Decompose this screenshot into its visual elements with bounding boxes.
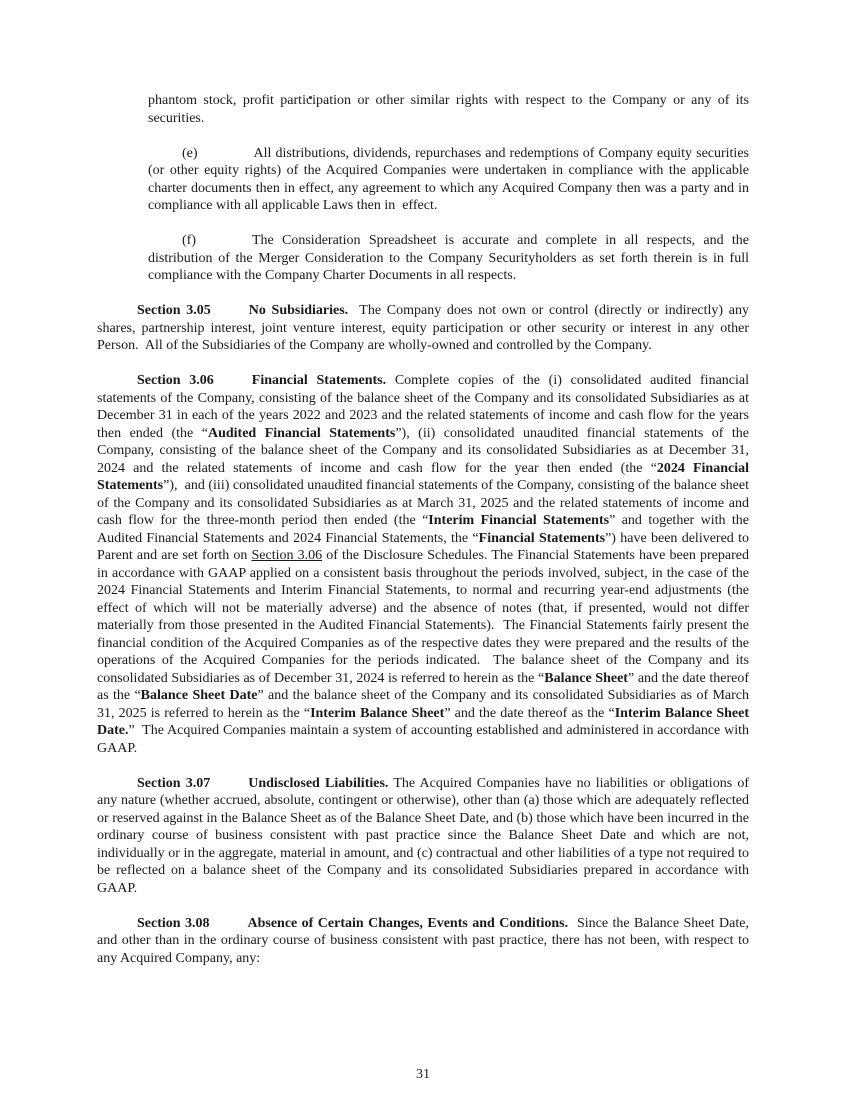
text-run: ” and together with the Audited Financial Statements and 2024 Financial Statements, the “ [97, 513, 749, 546]
paragraph-continuation [148, 92, 749, 127]
section-title: Absence of Certain Changes, Events and Conditions. [247, 915, 569, 931]
section-3-06 [97, 372, 749, 757]
section-number: Section 3.07 [137, 775, 211, 791]
section-3-07 [97, 775, 749, 898]
section-3-05 [97, 302, 749, 355]
text-run: ” and the date thereof as the “ [97, 670, 749, 703]
list-letter-f: (f) [182, 233, 196, 248]
section-title: Financial Statements. [251, 373, 387, 388]
defined-term: Audited Financial Statements [207, 425, 396, 441]
list-letter-e: (e) [182, 145, 198, 161]
defined-term: Interim Balance Sheet [310, 705, 445, 721]
text-run: The Acquired Companies have no liabilities or obligations of any nature (whether accrued, absolute, contingent or otherwise), other than (a) those which are adequately reflected or reserved against in the Balance Sheet as of the Balance Sheet Date, and (b) those which have been incurred in the ordinary course of business consistent with past practice since the Balance Sheet Date and which are not, individually or in the aggregate, material in amount, and (c) contractual and other liabilities of a type not required to be reflected on a balance sheet of the Company and its consolidated Subsidiaries prepared in accordance with GAAP. [97, 775, 749, 896]
section-number: Section 3.06 [137, 373, 214, 388]
text-run: ” The Acquired Companies maintain a system of accounting established and administered in accordance with GAAP. [97, 723, 749, 756]
paragraph-e [148, 145, 749, 215]
section-number: Section 3.05 [137, 303, 211, 318]
text-run: of the Disclosure Schedules. The Financial Statements have been prepared in accordance with GAAP applied on a consistent basis throughout the periods involved, subject, in the case of the 2024 Financial Statements and Interim Financial Statements, to normal and recurring year-end adjustments (the effect of which will not be materially adverse) and the absence of notes (that, if presented, would not differ materially from those presented in the Audited Financial Statements). The Financial Statements fairly present the financial condition of the Acquired Companies as of the respective dates they were prepared and the results of the operations of the Acquired Companies for the periods indicated. The balance sheet of the Company and its consolidated Subsidiaries as of December 31, 2024 is referred to herein as the “ [97, 548, 749, 686]
defined-term: Financial Statements [478, 530, 606, 546]
defined-term: Interim Financial Statements [428, 513, 610, 528]
section-title: No Subsidiaries. [248, 303, 349, 318]
document-body [97, 92, 749, 985]
page-number: 31 [416, 1067, 430, 1082]
text-run: ”), (ii) consolidated unaudited financial statements of the Company, consisting of the balance sheet of the Company and its consolidated Subsidiaries as at December 31, 2024 and the related statements of income and cash flow for the year then ended (the “ [97, 425, 750, 476]
text-run: The Consideration Spreadsheet is accurate and complete in all respects, and the distribution of the Merger Consideration to the Company Securityholders as set forth therein is in full compliance with the Company Charter Documents in all respects. [148, 233, 749, 283]
text-run: ”), and (iii) consolidated unaudited financial statements of the Company, consisting of the balance sheet of the Company and its consolidated Subsidiaries as at March 31, 2025 and the related statements of income and cash flow for the three-month period then ended (the “ [97, 478, 749, 528]
text-run: phantom stock, profit participation or other similar rights with respect to the Company or any of its securities. [148, 93, 749, 126]
defined-term: Balance Sheet Date [140, 688, 258, 703]
section-number: Section 3.08 [137, 915, 210, 931]
text-run: ”) have been delivered to Parent and are set forth on [97, 530, 749, 563]
text-run: ” and the balance sheet of the Company and its consolidated Subsidiaries as of March 31, 2025 is referred to herein as the “ [97, 688, 749, 721]
text-run: Since the Balance Sheet Date, and other than in the ordinary course of business consistent with past practice, there has not been, with respect to any Acquired Company, any: [97, 915, 749, 966]
defined-term: 2024 Financial Statements [97, 460, 749, 493]
text-run: The Company does not own or control (directly or indirectly) any shares, partnership interest, joint venture interest, equity participation or other security or interest in any other Person. All of the Subsidiaries of the Company are wholly-owned and controlled by the Company. [97, 303, 749, 353]
section-reference: Section 3.06 [251, 548, 323, 563]
defined-term: Interim Balance Sheet Date. [97, 705, 749, 738]
section-3-08 [97, 915, 749, 968]
defined-term: Balance Sheet [544, 670, 628, 686]
paragraph-f [148, 232, 749, 285]
text-run: Complete copies of the (i) consolidated audited financial statements of the Company, consisting of the balance sheet of the Company and its consolidated Subsidiaries as at December 31 in each of the years 2022 and 2023 and the related statements of income and cash flow for the years then ended (the “ [97, 373, 749, 441]
section-title: Undisclosed Liabilities. [248, 775, 389, 791]
text-run: All distributions, dividends, repurchases and redemptions of Company equity securities (or other equity rights) of the Acquired Companies were undertaken in compliance with the applicable charter documents then in effect, any agreement to which any Acquired Company then was a party and in compliance with all applicable Laws then in effect. [148, 145, 749, 213]
text-run: ” and the date thereof as the “ [444, 705, 615, 721]
